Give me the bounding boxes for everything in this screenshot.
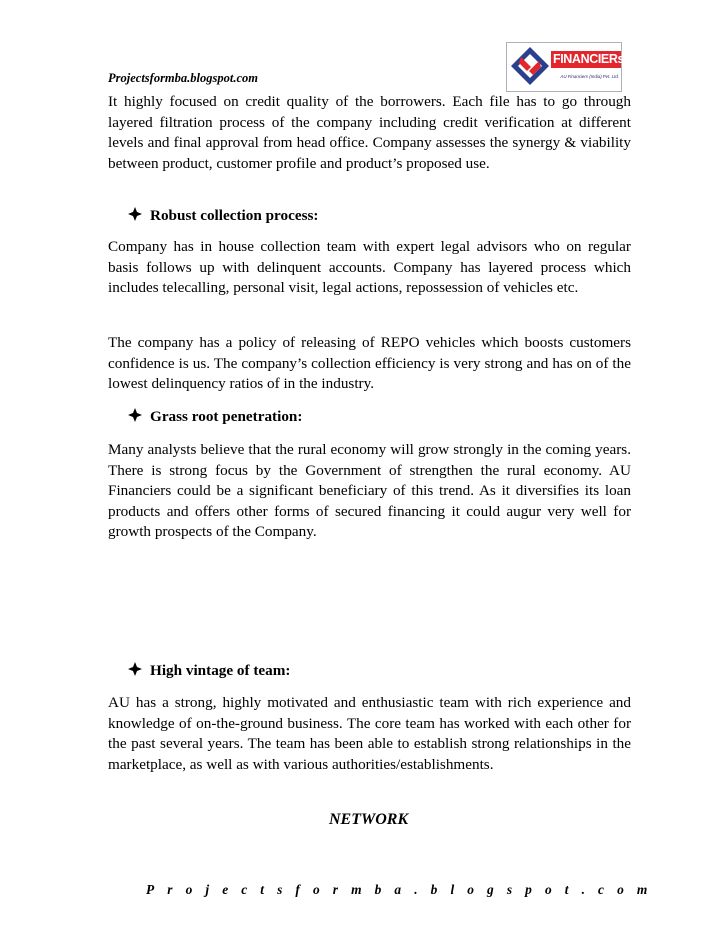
company-logo [506,42,625,92]
grass-root-paragraph: Many analysts believe that the rural economy will grow strongly in the coming years. There is strong focus by the Government of strengthen the rural economy. AU Financiers could be a significant beneficiary of this trend. As it diversifies its loan products and offers other forms of secured financing it could augur very well for growth prospects of the Company. [108,441,631,540]
intro-paragraph: It highly focused on credit quality of the borrowers. Each file has to go through layered filtration process of the company including credit verification at different levels and final approval from head office. Company assesses the synergy & viability between product, customer profile and product’s proposed use. [108,93,631,172]
vintage-paragraph: AU has a strong, highly motivated and enthusiastic team with rich experience and knowledge of on-the-ground business. The core team has worked with each other for the past several years. The team has been able to establish strong relationships in the marketplace, as well as with various authorities/establishments. [108,694,631,773]
section-heading-text: Robust collection process: [150,207,319,224]
diamond-bullet-icon [128,207,142,221]
collection-paragraph-1: Company has in house collection team with expert legal advisors who on regular basis follows up with delinquent accounts. Company has layered process which includes telecalling, personal visit, legal actions, repossession of vehicles etc. [108,238,631,296]
diamond-bullet-icon [128,408,142,422]
intro-block [108,92,631,174]
logo-subtitle: AU Financiers (India) Pvt. Ltd. [560,74,619,79]
section-heading-grass-root [128,408,302,426]
section-heading-text: High vintage of team: [150,662,291,679]
section-heading-text: Grass root penetration: [150,408,303,425]
diamond-bullet-icon [128,662,142,676]
section-heading-collection [128,207,318,225]
footer-site-name: Projectsformba.blogspot.com [146,882,661,897]
section-heading-vintage [128,662,290,680]
logo-emblem-icon [507,43,553,89]
logo-wordmark: FINANCIERs [553,52,625,66]
header-site-name: Projectsformba.blogspot.com [108,71,258,85]
network-heading: NETWORK [329,811,409,828]
collection-paragraph-2: The company has a policy of releasing of REPO vehicles which boosts customers confidence is us. The company’s collection efficiency is very strong and has on of the lowest delinquency ratios of in the industry. [108,334,631,392]
